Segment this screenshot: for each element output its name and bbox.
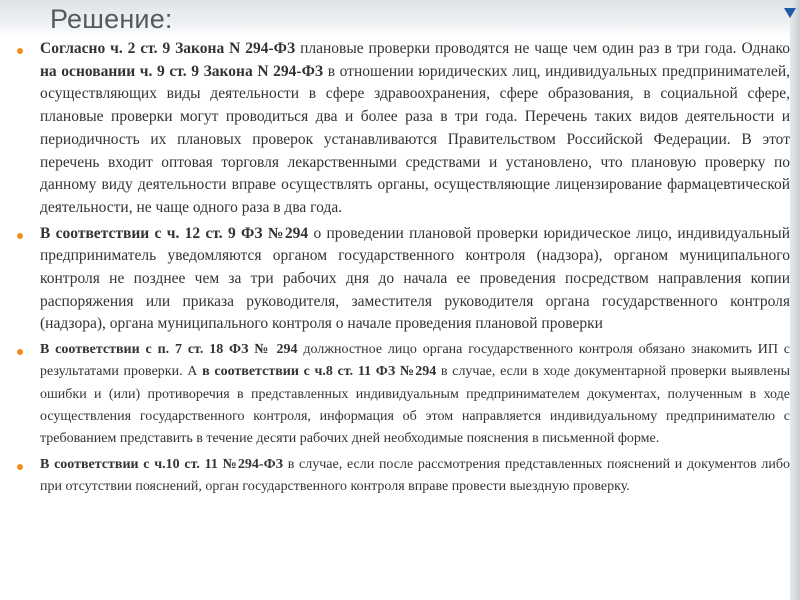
bullet-3-text (40, 342, 790, 446)
bullet-4-ref: В соответствии с ч.10 ст. 11 №294-ФЗ (40, 456, 283, 472)
bullet-1-text-a: плановые проверки проводятся не чаще чем один раз в три года. Однако (295, 40, 790, 57)
bullet-list (0, 38, 790, 498)
bullet-dot-icon (17, 349, 23, 355)
bullet-2-ref: В соответствии с ч. 12 ст. 9 ФЗ №294 (40, 224, 309, 242)
bullet-item-2 (0, 223, 790, 337)
right-accent-bar (790, 0, 800, 600)
bullet-3-ref-2: в соответствии с ч.8 ст. 11 ФЗ №294 (202, 364, 437, 380)
bullet-3-text-b: в случае, если в ходе документарной проверки выявлены ошибки и (или) противоречия в представленных индивидуальным предпринимателем документах, полученным в ходе осуществления государственного контроля, информация об этом направляется индивидуальному предпринимателю с требованием представить в течение десяти рабочих дней необходимые пояснения в письменной форме. (40, 364, 791, 447)
bullet-1-ref: Согласно ч. 2 ст. 9 Закона N 294-ФЗ (40, 40, 296, 57)
bullet-1-ref-2: на основании ч. 9 ст. 9 Закона N 294-ФЗ (40, 62, 324, 80)
bullet-1-text (40, 40, 790, 216)
bullet-3-ref: В соответствии с п. 7 ст. 18 ФЗ № 294 (40, 342, 298, 358)
bullet-1-text-b: в отношении юридических лиц, индивидуальных предпринимателей, осуществляющих виды деятельности в сфере здравоохранения, сфере образования, в социальной сфере, плановые проверки могут проводиться два и более раза в три года. Перечень таких видов деятельности и периодичность их плановых проверок устанавливаются Правительством Российской Федерации. В этот перечень входит оптовая торговля лекарственными средствами и установлено, что плановую проверку по данному виду деятельности вправе осуществлять органы, осуществляющие лицензирование фармацевтической деятельности, не чаще одного раза в два года. (40, 62, 790, 216)
corner-triangle-icon (784, 8, 796, 18)
bullet-2-text-a: о проведении плановой проверки юридическое лицо, индивидуальный предприниматель уведомляются органом государственного контроля (надзора), органом муниципального контроля не позднее чем за три рабочих дня до начала ее проведения посредством направления копии распоряжения или приказа руководителя, заместителя руководителя органа государственного контроля (надзора), органа муниципального контроля о начале проведения плановой проверки (40, 224, 790, 333)
bullet-4-text-a: в случае, если после рассмотрения представленных пояснений и документов либо при отсутствии пояснений, орган государственного контроля вправе провести выездную проверку. (40, 456, 790, 494)
bullet-item-1 (0, 38, 790, 220)
bullet-dot-icon (17, 464, 23, 470)
bullet-3-text-a: должностное лицо органа государственного контроля обязано знакомить ИП с результатами проверки. А (40, 342, 790, 380)
slide-title: Решение: (50, 4, 173, 34)
bullet-4-text (40, 457, 790, 494)
bullet-dot-icon (17, 233, 23, 239)
bullet-dot-icon (17, 48, 23, 54)
bullet-item-3 (0, 339, 790, 450)
bullet-item-4 (0, 454, 790, 499)
bullet-2-text (40, 225, 790, 333)
